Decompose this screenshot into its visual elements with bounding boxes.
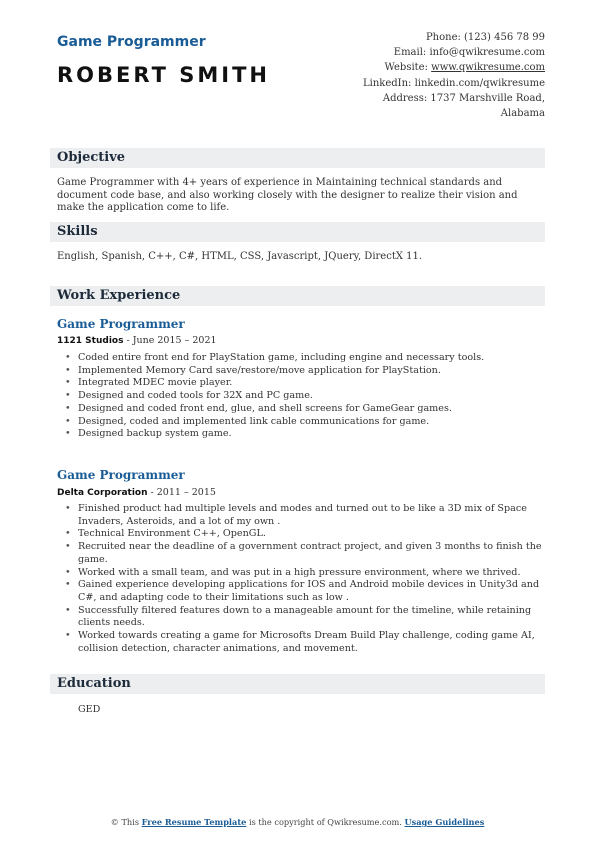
- candidate-name: ROBERT SMITH: [57, 63, 270, 87]
- contact-address-line2: Alabama: [500, 108, 545, 120]
- list-item: • Worked towards creating a game for Microsofts Dream Build Play challenge, coding game AI, collision detection, character animations, and movement.: [57, 630, 545, 655]
- work-section-header: [50, 286, 545, 306]
- list-item: • Implemented Memory Card save/restore/move application for PlayStation.: [57, 365, 545, 378]
- list-item: • Successfully filtered features down to a manageable amount for the timeline, while retaining clients needs.: [57, 605, 545, 630]
- contact-linkedin: LinkedIn: linkedin.com/qwikresume: [363, 77, 545, 89]
- job-title: Game Programmer: [57, 34, 206, 50]
- website-label: Website:: [384, 62, 432, 74]
- list-item: • Designed backup system game.: [57, 428, 545, 441]
- list-item: • Recruited near the deadline of a government contract project, and given 3 months to finish the game.: [57, 541, 545, 566]
- footer: [0, 817, 595, 827]
- footer-prefix: © This: [110, 817, 142, 827]
- usage-guidelines-link[interactable]: Usage Guidelines: [404, 817, 485, 827]
- education-heading: Education: [57, 676, 131, 691]
- job1-dates: - June 2015 – 2021: [123, 335, 217, 346]
- contact-block: [315, 30, 545, 121]
- contact-address-line1: Address: 1737 Marshville Road,: [382, 92, 545, 104]
- objective-text: Game Programmer with 4+ years of experience in Maintaining technical standards and document code base, and also working closely with the designer to realize their vision and make the application come to life.: [57, 177, 518, 214]
- contact-email: Email: info@qwikresume.com: [393, 47, 545, 59]
- list-item: • Designed, coded and implemented link cable communications for game.: [57, 416, 545, 429]
- list-item: • Worked with a small team, and was put in a high pressure environment, where we thrived.: [57, 567, 545, 580]
- list-item: • Finished product had multiple levels and modes and turned out to be like a 3D mix of Space Invaders, Asteroids, and a lot of my own .: [57, 503, 545, 528]
- website-link[interactable]: www.qwikresume.com: [431, 62, 545, 74]
- education-text: GED: [78, 704, 101, 715]
- job1-company: 1121 Studios: [57, 336, 124, 346]
- work-heading: Work Experience: [57, 288, 181, 303]
- list-item: • Designed and coded front end, glue, and shell screens for GameGear games.: [57, 403, 545, 416]
- skills-section-header: [50, 222, 545, 242]
- education-section-header: [50, 674, 545, 694]
- job1-bullets: [57, 352, 545, 441]
- job2-company-line: [57, 487, 216, 498]
- list-item: • Coded entire front end for PlayStation game, including engine and necessary tools.: [57, 352, 545, 365]
- job2-company: Delta Corporation: [57, 488, 148, 498]
- job2-bullets: [57, 503, 545, 655]
- list-item: • Designed and coded tools for 32X and PC game.: [57, 390, 545, 403]
- list-item: • Gained experience developing applications for IOS and Android mobile devices in Unity3d and C#, and adapting code to their limitations such as low .: [57, 579, 545, 604]
- contact-website: [315, 60, 545, 75]
- job1-title: Game Programmer: [57, 317, 185, 331]
- objective-section-header: [50, 148, 545, 168]
- job2-dates: - 2011 – 2015: [147, 487, 216, 498]
- list-item: • Technical Environment C++, OpenGL.: [57, 528, 545, 541]
- contact-phone: Phone: (123) 456 78 99: [425, 32, 545, 43]
- footer-middle: is the copyright of Qwikresume.com.: [246, 817, 405, 827]
- job1-company-line: [57, 335, 217, 346]
- skills-heading: Skills: [57, 224, 98, 239]
- skills-text: English, Spanish, C++, C#, HTML, CSS, Javascript, JQuery, DirectX 11.: [57, 251, 423, 262]
- free-resume-template-link[interactable]: Free Resume Template: [141, 817, 247, 827]
- list-item: • Integrated MDEC movie player.: [57, 377, 545, 390]
- objective-heading: Objective: [57, 150, 126, 165]
- job2-title: Game Programmer: [57, 468, 185, 482]
